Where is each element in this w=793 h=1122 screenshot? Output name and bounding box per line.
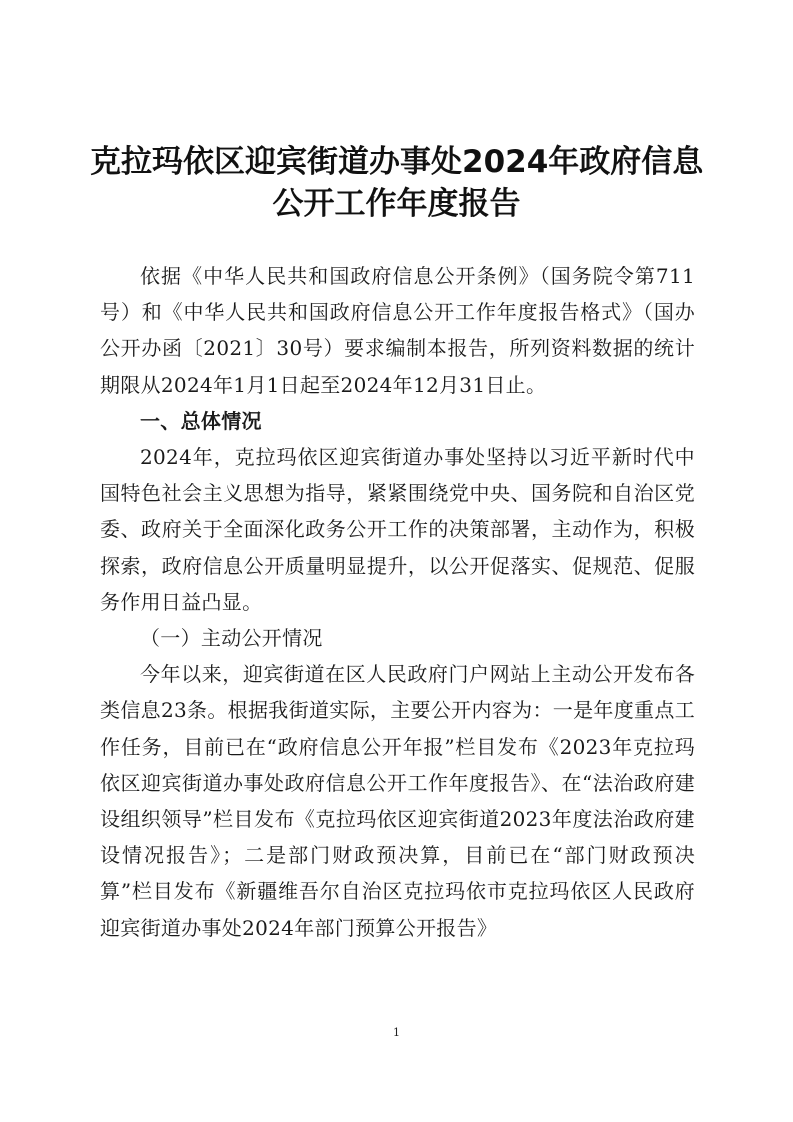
intro-paragraph: 依据《中华人民共和国政府信息公开条例》（国务院令第711号）和《中华人民共和国政府信息公开工作年度报告格式》（国办公开办函〔2021〕30号）要求编制本报告，所列资料数据的统计期限从2024年1月1日起至2024年12月31日止。 — [100, 264, 695, 397]
document-title-line-1: 克拉玛依区迎宾街道办事处2024年政府信息 — [90, 144, 704, 180]
subsection-1-heading: （一）主动公开情况 — [140, 626, 323, 651]
section-1-heading: 一、总体情况 — [140, 408, 262, 433]
section-1-paragraph: 2024年，克拉玛依区迎宾街道办事处坚持以习近平新时代中国特色社会主义思想为指导，紧紧围绕党中央、国务院和自治区党委、政府关于全面深化政务公开工作的决策部署，主动作为，积极探索，政府信息公开质量明显提升，以公开促落实、促规范、促服务作用日益凸显。 — [100, 445, 695, 614]
page-number: 1 — [393, 1026, 400, 1039]
document-body — [100, 258, 695, 946]
subsection-1-paragraph: 今年以来，迎宾街道在区人民政府门户网站上主动公开发布各类信息23条。根据我街道实际，主要公开内容为：一是年度重点工作任务，目前已在“政府信息公开年报”栏目发布《2023年克拉玛依区迎宾街道办事处政府信息公开工作年度报告》、在“法治政府建设组织领导”栏目发布《克拉玛依区迎宾街道2023年度法治政府建设情况报告》；二是部门财政预决算，目前已在“部门财政预决算”栏目发布《新疆维吾尔自治区克拉玛依市克拉玛依区人民政府迎宾街道办事处2024年部门预算公开报告》 — [100, 662, 695, 940]
document-title-line-2: 公开工作年度报告 — [272, 186, 521, 222]
